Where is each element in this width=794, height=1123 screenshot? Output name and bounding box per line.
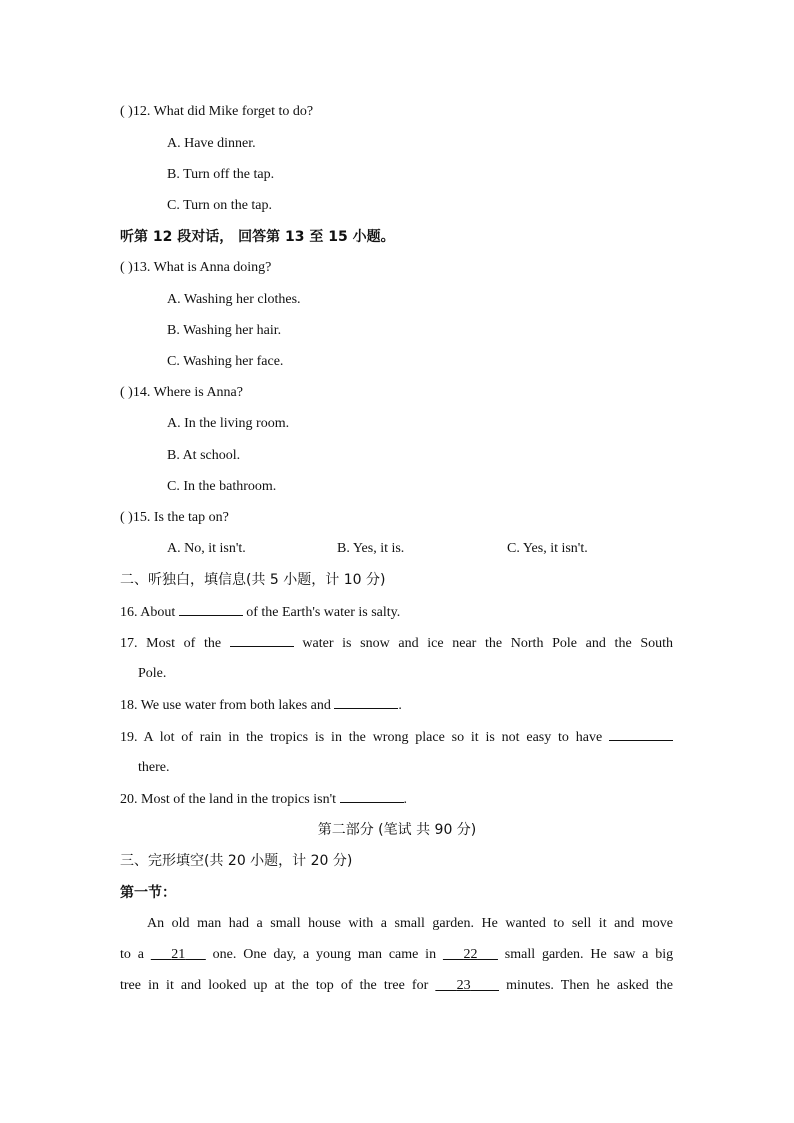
passage-line-2-text-a: to a	[120, 947, 144, 962]
question-19-text-before: 19. A lot of rain in the tropics is in the wrong place so it is not easy to have	[120, 730, 603, 745]
passage-line-2	[120, 946, 673, 964]
passage-line-2-text-c: small garden. He saw a big	[504, 947, 674, 962]
question-13-option-a: A. Washing her clothes.	[167, 292, 301, 307]
question-16-text-before: 16. About	[120, 605, 176, 620]
question-12-option-a: A. Have dinner.	[167, 136, 256, 151]
section-1-label: 第一节：	[120, 885, 176, 901]
question-18	[120, 696, 402, 715]
question-14-stem: ( )14. Where is Anna?	[120, 385, 243, 400]
question-12-stem: ( )12. What did Mike forget to do?	[120, 104, 314, 119]
blank-23-number: 23	[456, 978, 471, 993]
passage-line-3-text-a: tree in it and looked up at the top of the tree for	[120, 978, 429, 993]
section-2-title: 二、听独白，填信息(共 5 小题，计 10 分)	[120, 572, 386, 588]
question-17	[120, 634, 673, 653]
question-16	[120, 603, 400, 622]
question-18-blank	[334, 696, 398, 709]
blank-22-number: 22	[463, 947, 478, 962]
question-17-text-after: water is snow and ice near the North Pole and the South	[302, 636, 673, 651]
question-19-blank	[609, 728, 673, 741]
question-19-continuation: there.	[138, 760, 170, 775]
question-12-option-c: C. Turn on the tap.	[167, 198, 273, 213]
part-2-title: 第二部分 (笔试 共 90 分)	[317, 822, 477, 838]
blank-23	[435, 978, 499, 993]
blank-21-number: 21	[171, 947, 186, 962]
question-15-option-a: A. No, it isn't.	[167, 541, 246, 556]
section-3-title: 三、完形填空(共 20 小题，计 20 分)	[120, 853, 353, 869]
question-15-option-c: C. Yes, it isn't.	[507, 541, 588, 556]
question-17-text-before: 17. Most of the	[120, 636, 222, 651]
question-12-option-b: B. Turn off the tap.	[167, 167, 275, 182]
question-16-text-after: of the Earth's water is salty.	[246, 605, 401, 620]
question-13-option-b: B. Washing her hair.	[167, 323, 282, 338]
question-19	[120, 728, 673, 747]
blank-22	[443, 947, 498, 962]
question-17-continuation: Pole.	[138, 666, 167, 681]
question-20	[120, 790, 407, 809]
passage-line-2-text-b: one. One day, a young man came in	[212, 947, 437, 962]
question-13-stem: ( )13. What is Anna doing?	[120, 260, 272, 275]
question-20-text-before: 20. Most of the land in the tropics isn't	[120, 792, 337, 807]
question-13-option-c: C. Washing her face.	[167, 354, 284, 369]
dialog-12-instruction: 听第 12 段对话， 回答第 13 至 15 小题。	[120, 229, 395, 245]
question-14-option-a: A. In the living room.	[167, 416, 290, 431]
passage-line-3	[120, 977, 673, 995]
question-14-option-c: C. In the bathroom.	[167, 479, 277, 494]
question-18-text-before: 18. We use water from both lakes and	[120, 698, 331, 713]
question-20-blank	[340, 790, 404, 803]
question-15-stem: ( )15. Is the tap on?	[120, 510, 229, 525]
passage-line-1: An old man had a small house with a small garden. He wanted to sell it and move	[147, 916, 673, 931]
question-14-option-b: B. At school.	[167, 448, 241, 463]
blank-21	[151, 947, 206, 962]
question-18-text-after: .	[398, 698, 402, 713]
passage-line-3-text-b: minutes. Then he asked the	[506, 978, 674, 993]
question-20-text-after: .	[403, 792, 408, 807]
question-17-blank	[230, 634, 294, 647]
question-16-blank	[179, 603, 243, 616]
question-15-option-b: B. Yes, it is.	[337, 541, 405, 556]
